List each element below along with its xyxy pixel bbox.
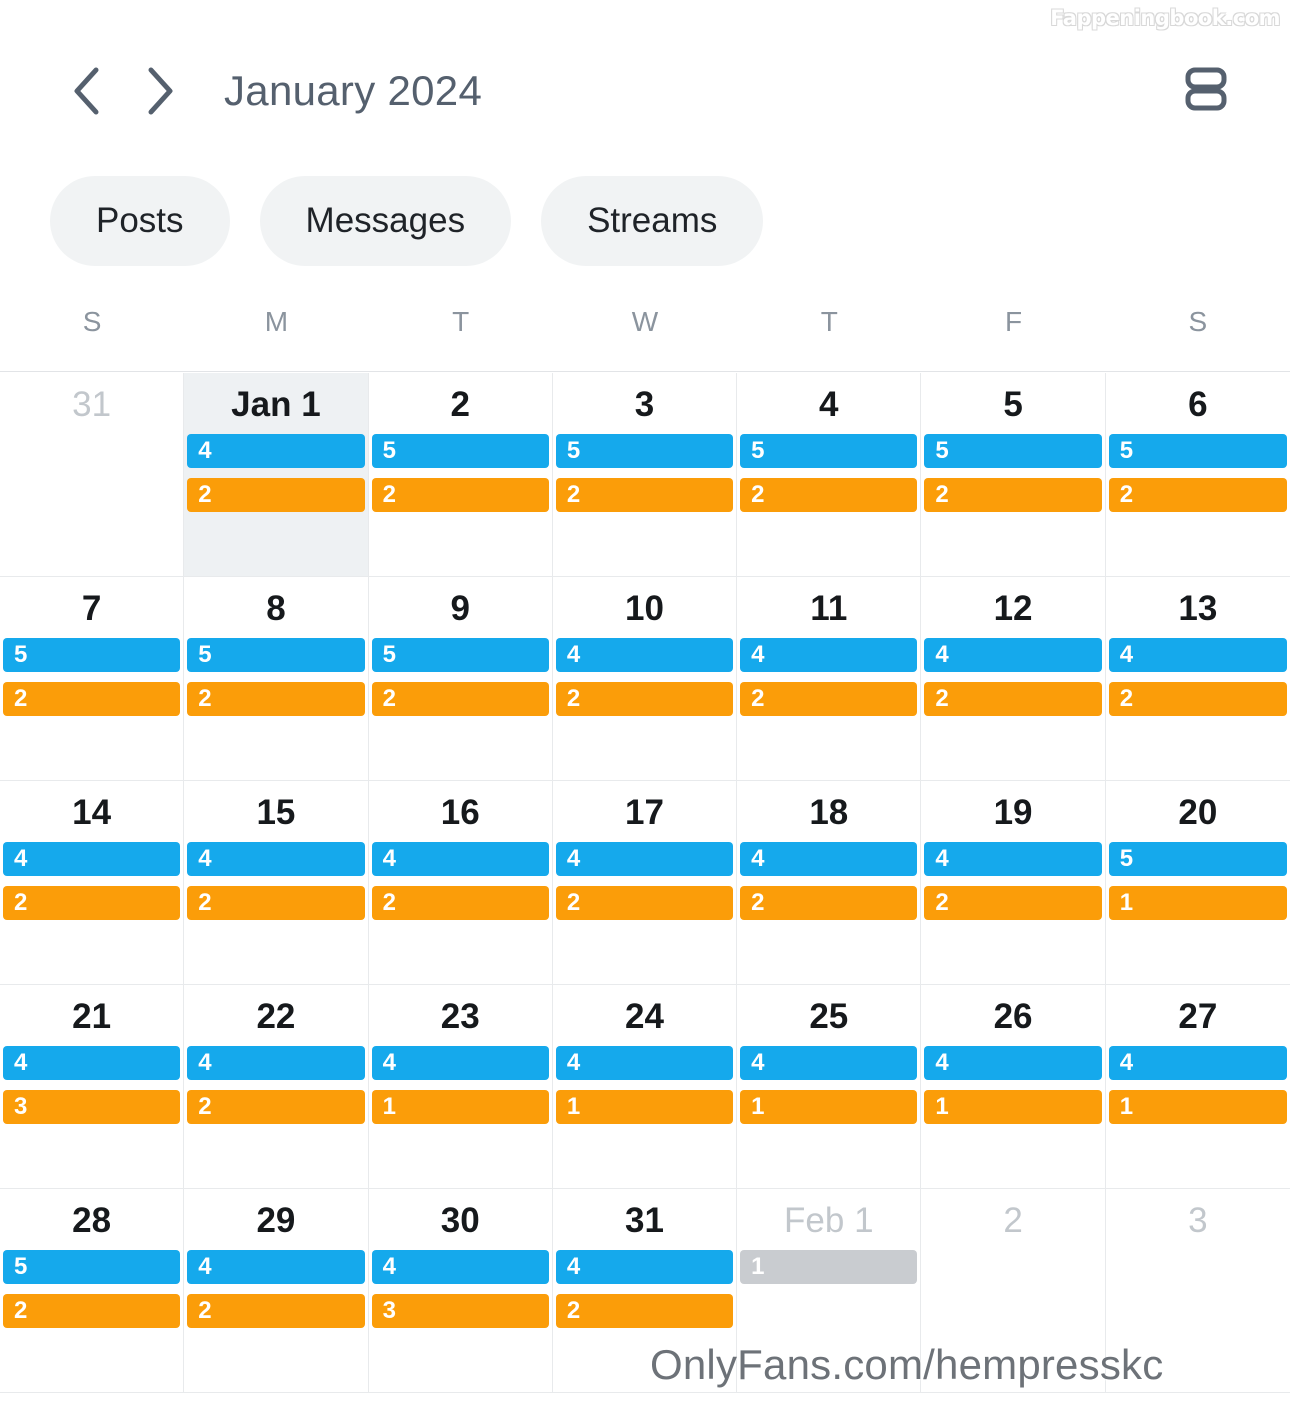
weekday-label: F bbox=[1005, 306, 1023, 337]
day-count-bar-orange[interactable]: 3 bbox=[3, 1090, 180, 1124]
day-number: 20 bbox=[1178, 793, 1218, 832]
day-count-bar-blue[interactable]: 4 bbox=[556, 1046, 733, 1080]
day-count-bar-orange[interactable]: 2 bbox=[372, 478, 549, 512]
calendar-header bbox=[0, 52, 1290, 130]
day-number: 27 bbox=[1178, 997, 1218, 1036]
day-bar-group bbox=[737, 842, 921, 920]
day-bar-group bbox=[737, 1046, 921, 1124]
day-count-bar-orange[interactable]: 2 bbox=[1109, 682, 1287, 716]
day-bar-group bbox=[369, 1046, 553, 1124]
day-number: 31 bbox=[72, 385, 112, 424]
day-number: 31 bbox=[625, 1201, 664, 1240]
day-count-bar-blue[interactable]: 5 bbox=[3, 638, 180, 672]
day-count-bar-blue[interactable]: 4 bbox=[740, 638, 917, 672]
day-count-bar-orange[interactable]: 1 bbox=[1109, 886, 1287, 920]
day-bar-group bbox=[0, 638, 184, 716]
day-bar-group bbox=[184, 1046, 368, 1124]
day-number: 23 bbox=[440, 997, 480, 1036]
day-count-bar-orange[interactable]: 2 bbox=[187, 682, 364, 716]
day-count-bar-orange[interactable]: 2 bbox=[924, 478, 1101, 512]
day-number: 30 bbox=[440, 1201, 480, 1240]
previous-month-button[interactable] bbox=[58, 63, 114, 119]
calendar-day-cell[interactable] bbox=[921, 373, 1105, 577]
calendar-day-cell[interactable] bbox=[921, 781, 1105, 985]
day-number: Feb 1 bbox=[784, 1201, 874, 1240]
day-bar-group bbox=[553, 1250, 737, 1328]
day-bar-group bbox=[369, 842, 553, 920]
day-count-bar-blue[interactable]: 4 bbox=[3, 842, 180, 876]
day-count-bar-orange[interactable]: 2 bbox=[1109, 478, 1287, 512]
watermark-bottom: OnlyFans.com/hempresskc bbox=[650, 1341, 1164, 1388]
day-bar-group bbox=[184, 434, 368, 512]
day-bar-group bbox=[737, 434, 921, 512]
day-count-bar-blue[interactable]: 5 bbox=[924, 434, 1101, 468]
day-count-bar-blue[interactable]: 5 bbox=[372, 638, 549, 672]
day-count-bar-orange[interactable]: 2 bbox=[556, 886, 733, 920]
day-count-bar-blue[interactable]: 4 bbox=[924, 638, 1101, 672]
weekday-label: T bbox=[820, 306, 838, 337]
calendar-day-cell[interactable] bbox=[369, 577, 553, 781]
day-number: 17 bbox=[625, 793, 664, 832]
day-count-bar-blue[interactable]: 4 bbox=[556, 638, 733, 672]
calendar-day-cell[interactable] bbox=[369, 1189, 553, 1393]
day-number: 24 bbox=[625, 997, 664, 1036]
calendar-day-cell[interactable] bbox=[184, 781, 368, 985]
calendar-day-cell[interactable] bbox=[0, 1189, 184, 1393]
day-count-bar-blue[interactable]: 4 bbox=[372, 1046, 549, 1080]
day-number: 8 bbox=[266, 589, 286, 628]
day-count-bar-orange[interactable]: 2 bbox=[3, 1294, 180, 1328]
calendar-day-cell[interactable] bbox=[737, 781, 921, 985]
day-count-bar-orange[interactable]: 2 bbox=[740, 478, 917, 512]
day-number: 16 bbox=[440, 793, 480, 832]
day-count-bar-blue[interactable]: 4 bbox=[187, 842, 364, 876]
day-number: 2 bbox=[1003, 1201, 1023, 1240]
day-bar-group bbox=[921, 434, 1105, 512]
day-bar-group bbox=[921, 638, 1105, 716]
day-number: 7 bbox=[81, 589, 102, 628]
day-count-bar-blue[interactable]: 5 bbox=[556, 434, 733, 468]
day-count-bar-blue[interactable]: 5 bbox=[3, 1250, 180, 1284]
day-count-bar-orange[interactable]: 2 bbox=[556, 1294, 733, 1328]
calendar-day-cell[interactable] bbox=[921, 985, 1105, 1189]
day-count-bar-blue[interactable]: 4 bbox=[924, 842, 1101, 876]
page-title: January 2024 bbox=[224, 67, 483, 114]
day-count-bar-orange[interactable]: 2 bbox=[740, 886, 917, 920]
day-bar-group bbox=[921, 1046, 1105, 1124]
day-count-bar-orange[interactable]: 1 bbox=[372, 1090, 549, 1124]
calendar-day-cell[interactable] bbox=[1106, 373, 1290, 577]
calendar-day-cell[interactable] bbox=[184, 985, 368, 1189]
day-count-bar-orange[interactable]: 3 bbox=[372, 1294, 549, 1328]
calendar-grid bbox=[0, 373, 1290, 1405]
day-bar-group bbox=[369, 1250, 553, 1328]
day-count-bar-orange[interactable]: 1 bbox=[1109, 1090, 1287, 1124]
day-count-bar-blue[interactable]: 5 bbox=[1109, 842, 1287, 876]
day-count-bar-grey[interactable]: 1 bbox=[740, 1250, 917, 1284]
day-count-bar-blue[interactable]: 4 bbox=[372, 1250, 549, 1284]
calendar-day-cell[interactable] bbox=[184, 373, 368, 577]
calendar-day-cell[interactable] bbox=[737, 985, 921, 1189]
weekday-header-row bbox=[0, 296, 1290, 372]
day-count-bar-orange[interactable]: 2 bbox=[187, 478, 364, 512]
day-number: 18 bbox=[809, 793, 849, 832]
next-month-button[interactable] bbox=[132, 63, 188, 119]
view-toggle-button[interactable] bbox=[1174, 58, 1238, 122]
day-number: 21 bbox=[72, 997, 112, 1036]
layout-toggle-icon bbox=[1178, 60, 1234, 121]
weekday-label: W bbox=[631, 306, 659, 337]
day-bar-group bbox=[1106, 1046, 1290, 1124]
watermark-top: Fappeningbook.com bbox=[1050, 6, 1280, 30]
calendar-day-cell[interactable] bbox=[0, 985, 184, 1189]
day-count-bar-blue[interactable]: 4 bbox=[187, 434, 364, 468]
day-bar-group bbox=[184, 842, 368, 920]
calendar-day-cell[interactable] bbox=[1106, 781, 1290, 985]
day-bar-group bbox=[1106, 842, 1290, 920]
calendar-day-cell[interactable] bbox=[553, 373, 737, 577]
weekday-label: S bbox=[1188, 306, 1208, 337]
day-number: 3 bbox=[1188, 1201, 1208, 1240]
day-number: 28 bbox=[72, 1201, 112, 1240]
day-bar-group bbox=[184, 1250, 368, 1328]
calendar-day-cell[interactable] bbox=[184, 577, 368, 781]
day-count-bar-orange[interactable]: 2 bbox=[556, 682, 733, 716]
calendar-day-cell[interactable] bbox=[921, 577, 1105, 781]
day-bar-group bbox=[369, 638, 553, 716]
day-bar-group bbox=[553, 434, 737, 512]
day-number: 29 bbox=[256, 1201, 296, 1240]
day-bar-group bbox=[369, 434, 553, 512]
day-count-bar-orange[interactable]: 2 bbox=[372, 886, 549, 920]
day-bar-group bbox=[0, 842, 184, 920]
weekday-label: M bbox=[264, 306, 289, 337]
calendar-day-cell[interactable] bbox=[737, 373, 921, 577]
day-bar-group bbox=[553, 842, 737, 920]
day-count-bar-blue[interactable]: 5 bbox=[372, 434, 549, 468]
day-count-bar-orange[interactable]: 1 bbox=[740, 1090, 917, 1124]
day-number: 2 bbox=[450, 385, 470, 424]
day-bar-group bbox=[553, 1046, 737, 1124]
calendar-day-cell[interactable] bbox=[369, 781, 553, 985]
day-bar-group bbox=[921, 842, 1105, 920]
day-number: 5 bbox=[1003, 385, 1023, 424]
day-number: 26 bbox=[993, 997, 1033, 1036]
calendar-day-cell[interactable] bbox=[553, 781, 737, 985]
weekday-label: T bbox=[452, 306, 470, 337]
chevron-left-icon bbox=[69, 65, 103, 117]
day-count-bar-blue[interactable]: 5 bbox=[740, 434, 917, 468]
chevron-right-icon bbox=[143, 65, 177, 117]
day-count-bar-blue[interactable]: 4 bbox=[187, 1046, 364, 1080]
day-number: 12 bbox=[993, 589, 1033, 628]
day-count-bar-orange[interactable]: 2 bbox=[740, 682, 917, 716]
day-number: 14 bbox=[72, 793, 112, 832]
day-count-bar-orange[interactable]: 2 bbox=[924, 886, 1101, 920]
day-number: 22 bbox=[256, 997, 296, 1036]
calendar-day-cell[interactable] bbox=[369, 373, 553, 577]
calendar-day-cell[interactable] bbox=[184, 1189, 368, 1393]
day-count-bar-blue[interactable]: 4 bbox=[1109, 638, 1287, 672]
calendar-day-cell[interactable] bbox=[1106, 985, 1290, 1189]
calendar-day-cell[interactable] bbox=[0, 781, 184, 985]
day-count-bar-blue[interactable]: 4 bbox=[556, 842, 733, 876]
day-bar-group bbox=[184, 638, 368, 716]
filter-chip-group bbox=[50, 176, 763, 266]
day-bar-group bbox=[737, 1250, 921, 1284]
day-number: 19 bbox=[993, 793, 1033, 832]
filter-chip-messages[interactable]: Messages bbox=[260, 176, 512, 266]
day-number: 13 bbox=[1178, 589, 1218, 628]
day-bar-group bbox=[1106, 434, 1290, 512]
day-count-bar-blue[interactable]: 4 bbox=[1109, 1046, 1287, 1080]
day-number: 11 bbox=[810, 589, 848, 628]
day-number: 9 bbox=[450, 589, 470, 628]
day-count-bar-orange[interactable]: 2 bbox=[556, 478, 733, 512]
day-number: Jan 1 bbox=[231, 385, 321, 424]
day-count-bar-blue[interactable]: 4 bbox=[924, 1046, 1101, 1080]
day-number: 25 bbox=[809, 997, 849, 1036]
filter-chip-posts[interactable]: Posts bbox=[50, 176, 230, 266]
day-count-bar-orange[interactable]: 1 bbox=[924, 1090, 1101, 1124]
day-count-bar-blue[interactable]: 5 bbox=[1109, 434, 1287, 468]
day-count-bar-blue[interactable]: 4 bbox=[372, 842, 549, 876]
day-number: 15 bbox=[256, 793, 296, 832]
weekday-label: S bbox=[82, 306, 102, 337]
filter-chip-streams[interactable]: Streams bbox=[541, 176, 763, 266]
calendar-day-cell[interactable] bbox=[0, 577, 184, 781]
day-count-bar-orange[interactable]: 2 bbox=[372, 682, 549, 716]
calendar-day-cell[interactable] bbox=[553, 985, 737, 1189]
day-count-bar-blue[interactable]: 4 bbox=[3, 1046, 180, 1080]
day-bar-group bbox=[0, 1250, 184, 1328]
day-bar-group bbox=[1106, 638, 1290, 716]
calendar-day-cell[interactable] bbox=[369, 985, 553, 1189]
day-bar-group bbox=[553, 638, 737, 716]
day-number: 4 bbox=[819, 385, 839, 424]
day-count-bar-blue[interactable]: 4 bbox=[187, 1250, 364, 1284]
day-count-bar-orange[interactable]: 2 bbox=[924, 682, 1101, 716]
day-count-bar-blue[interactable]: 4 bbox=[740, 842, 917, 876]
day-count-bar-blue[interactable]: 4 bbox=[740, 1046, 917, 1080]
calendar-day-cell[interactable] bbox=[737, 577, 921, 781]
day-count-bar-orange[interactable]: 2 bbox=[3, 886, 180, 920]
day-count-bar-orange[interactable]: 2 bbox=[187, 886, 364, 920]
day-count-bar-orange[interactable]: 1 bbox=[556, 1090, 733, 1124]
day-bar-group bbox=[737, 638, 921, 716]
day-count-bar-orange[interactable]: 2 bbox=[187, 1294, 364, 1328]
day-count-bar-orange[interactable]: 2 bbox=[3, 682, 180, 716]
day-count-bar-orange[interactable]: 2 bbox=[187, 1090, 364, 1124]
calendar-day-cell[interactable] bbox=[1106, 577, 1290, 781]
day-count-bar-blue[interactable]: 5 bbox=[187, 638, 364, 672]
day-number: 10 bbox=[625, 589, 664, 628]
day-count-bar-blue[interactable]: 4 bbox=[556, 1250, 733, 1284]
day-bar-group bbox=[0, 1046, 184, 1124]
day-number: 3 bbox=[634, 385, 655, 424]
calendar-day-cell[interactable] bbox=[0, 373, 184, 577]
calendar-day-cell[interactable] bbox=[553, 577, 737, 781]
day-number: 6 bbox=[1188, 385, 1208, 424]
